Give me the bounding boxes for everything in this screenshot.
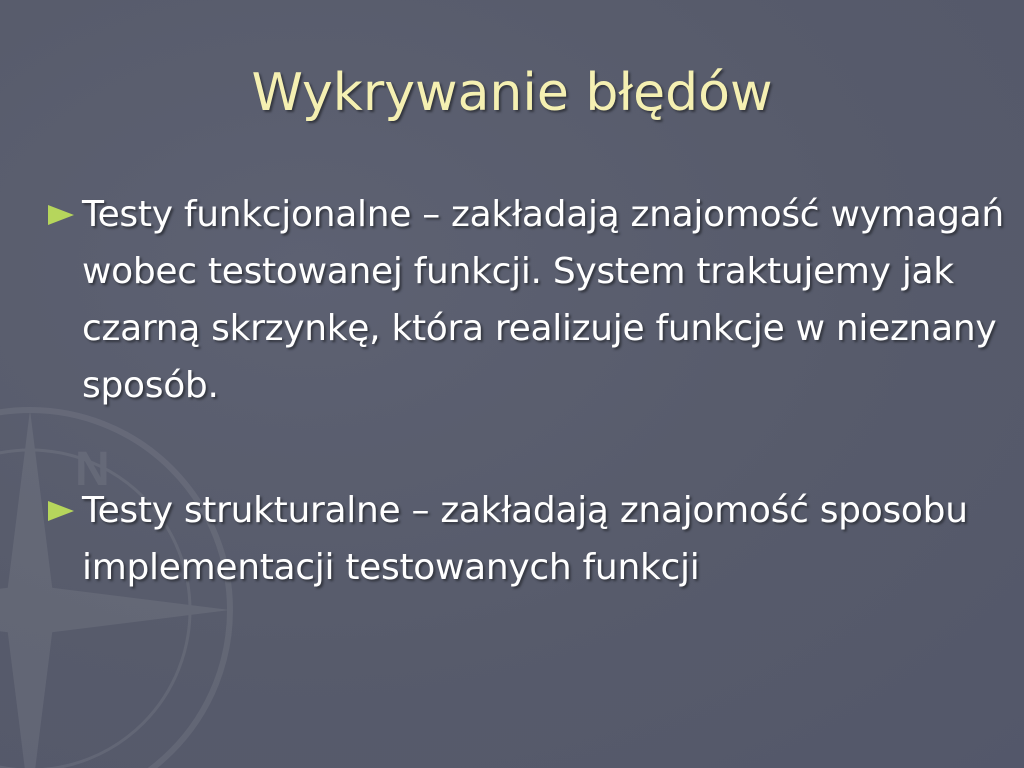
triangle-bullet-icon [46,186,82,243]
bullet-item-structural-tests [46,482,1006,596]
compass-letter-n: N [75,443,110,496]
bullet-list [46,186,1006,596]
triangle-bullet-icon [46,482,82,539]
slide-title: Wykrywanie błędów [251,63,773,123]
bullet-text: Testy funkcjonalne – zakładają znajomość wymagań wobec testowanej funkcji. System traktujemy jak czarną skrzynkę, która realizuje funkcje w nieznany sposób. [82,194,1004,406]
bullet-item-functional-tests [46,186,1006,414]
bullet-text: Testy strukturalne – zakładają znajomość sposobu implementacji testowanych funkcji [82,490,968,588]
